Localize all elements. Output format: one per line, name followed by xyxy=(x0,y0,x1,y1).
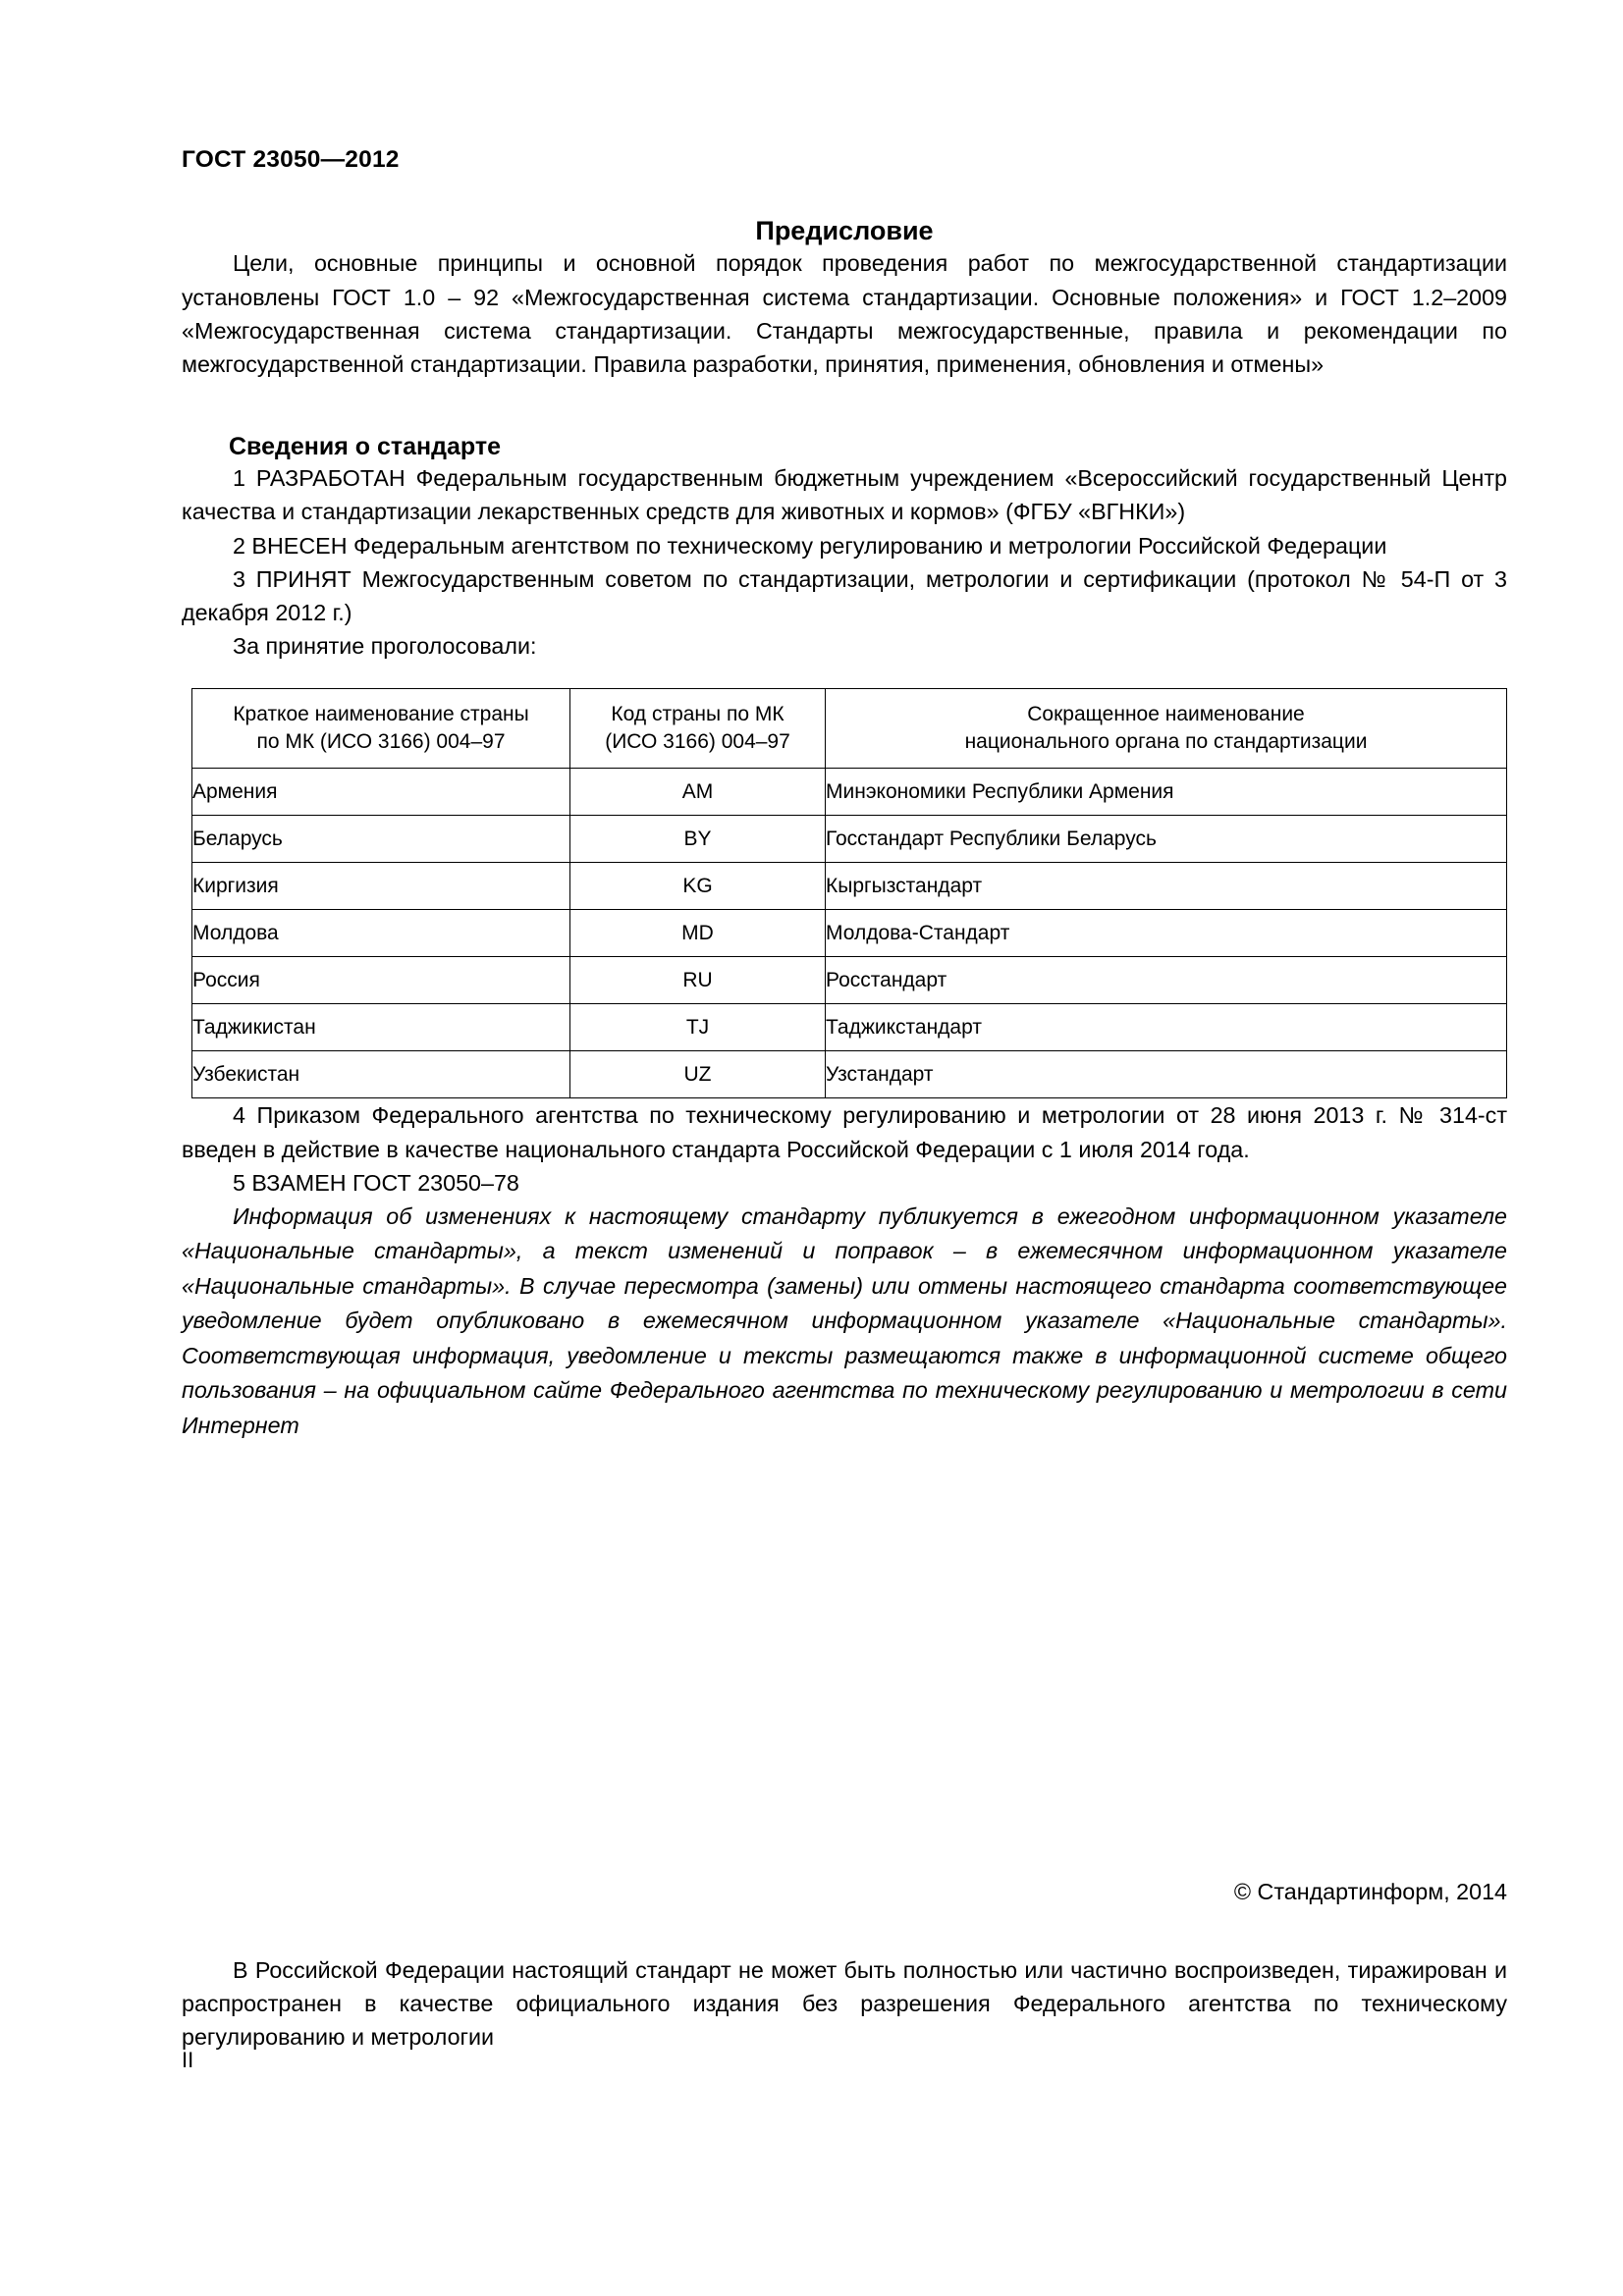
page-number: II xyxy=(182,2048,194,2072)
reproduction-notice-block xyxy=(182,1953,1507,2055)
cell-code: RU xyxy=(570,957,826,1004)
table-header-row xyxy=(192,689,1507,769)
column-header-body-line2: национального органа по стандартизации xyxy=(964,730,1368,754)
cell-code: KG xyxy=(570,863,826,910)
cell-body: Минэкономики Республики Армения xyxy=(826,769,1507,816)
vote-table-caption: За принятие проголосовали: xyxy=(233,633,537,660)
running-header: ГОСТ 23050—2012 xyxy=(182,146,400,173)
cell-body: Таджикстандарт xyxy=(826,1004,1507,1051)
standard-info-item-4: 4 Приказом Федерального агентства по техническому регулированию и метрологии от 28 июня 2013 г. № 314-ст введен в действие в качестве национального стандарта Российской Федерации с 1 июля 2014 года. xyxy=(182,1102,1507,1162)
standard-info-item-1: 1 РАЗРАБОТАН Федеральным государственным бюджетным учреждением «Всероссийский государственный Центр качества и стандартизации лекарственных средств для животных и кормов» (ФГБУ «ВГНКИ») xyxy=(182,465,1507,525)
table-row xyxy=(192,769,1507,816)
standard-info-item-3: 3 ПРИНЯТ Межгосударственным советом по стандартизации, метрологии и сертификации (протокол № 54-П от 3 декабря 2012 г.) xyxy=(182,565,1507,625)
cell-country: Россия xyxy=(192,957,570,1004)
table-row xyxy=(192,1004,1507,1051)
foreword-paragraph: Цели, основные принципы и основной порядок проведения работ по межгосударственной стандартизации установлены ГОСТ 1.0 – 92 «Межгосударственная система стандартизации. Основные положения» и ГОСТ 1.2–2009 «Межгосударственная система стандартизации. Стандарты межгосударственные, правила и рекомендации по межгосударственной стандартизации. Правила разработки, принятия, применения, обновления и отмены» xyxy=(182,250,1507,377)
column-header-code xyxy=(570,689,826,769)
column-header-country xyxy=(192,689,570,769)
page-content xyxy=(182,0,1507,1443)
standard-info-heading: Сведения о стандарте xyxy=(229,433,502,461)
cell-country: Киргизия xyxy=(192,863,570,910)
table-row xyxy=(192,816,1507,863)
cell-code: UZ xyxy=(570,1051,826,1098)
table-row xyxy=(192,957,1507,1004)
table-row xyxy=(192,1051,1507,1098)
column-header-body xyxy=(826,689,1507,769)
vote-table-head xyxy=(192,689,1507,769)
copyright-block xyxy=(182,1877,1507,1906)
cell-code: MD xyxy=(570,910,826,957)
cell-body: Молдова-Стандарт xyxy=(826,910,1507,957)
cell-country: Армения xyxy=(192,769,570,816)
reproduction-notice: В Российской Федерации настоящий стандарт не может быть полностью или частично воспроизведен, тиражирован и распространен в качестве официального издания без разрешения Федерального агентства по техническому регулированию и метрологии xyxy=(182,1957,1507,2051)
page-title: Предисловие xyxy=(755,215,934,245)
standard-info-item-5: 5 ВЗАМЕН ГОСТ 23050–78 xyxy=(233,1169,519,1196)
amendment-notice: Информация об изменениях к настоящему стандарту публикуется в ежегодном информационном указателе «Национальные стандарты», а текст изменений и поправок – в ежемесячном информационном указателе «Национальные стандарты». В случае пересмотра (замены) или отмены настоящего стандарта соответствующее уведомление будет опубликовано в ежемесячном информационном указателе «Национальные стандарты». Соответствующая информация, уведомление и тексты размещаются также в информационной системе общего пользования – на официальном сайте Федерального агентства по техническому регулированию и метрологии в сети Интернет xyxy=(182,1202,1507,1438)
column-header-country-line1: Краткое наименование страны xyxy=(233,703,529,726)
column-header-code-line2: (ИСО 3166) 004–97 xyxy=(605,730,790,754)
column-header-body-line1: Сокращенное наименование xyxy=(1027,703,1305,726)
standard-info-item-2: 2 ВНЕСЕН Федеральным агентством по техническому регулированию и метрологии Российской Федерации xyxy=(233,532,1387,559)
cell-body: Госстандарт Республики Беларусь xyxy=(826,816,1507,863)
vote-table-wrapper xyxy=(191,688,1507,1098)
cell-country: Таджикистан xyxy=(192,1004,570,1051)
cell-body: Узстандарт xyxy=(826,1051,1507,1098)
vote-table-body xyxy=(192,769,1507,1098)
cell-country: Беларусь xyxy=(192,816,570,863)
cell-country: Молдова xyxy=(192,910,570,957)
table-row xyxy=(192,910,1507,957)
column-header-country-line2: по МК (ИСО 3166) 004–97 xyxy=(256,730,506,754)
cell-code: TJ xyxy=(570,1004,826,1051)
cell-body: Росстандарт xyxy=(826,957,1507,1004)
copyright-line: © Стандартинформ, 2014 xyxy=(1233,1879,1507,1904)
column-header-code-line1: Код страны по МК xyxy=(611,703,784,726)
cell-code: AM xyxy=(570,769,826,816)
cell-country: Узбекистан xyxy=(192,1051,570,1098)
cell-body: Кыргызстандарт xyxy=(826,863,1507,910)
vote-table xyxy=(191,688,1507,1098)
cell-code: BY xyxy=(570,816,826,863)
table-row xyxy=(192,863,1507,910)
